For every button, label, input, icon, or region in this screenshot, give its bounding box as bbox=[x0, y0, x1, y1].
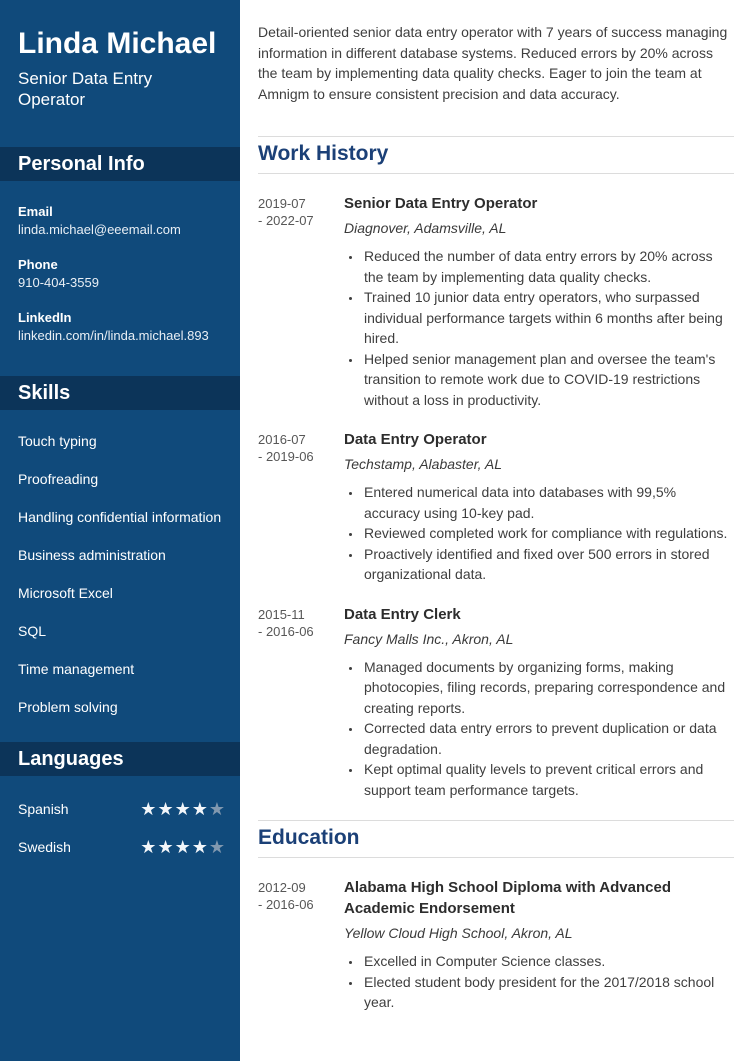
date-to: - 2016-06 bbox=[258, 897, 314, 912]
language-name: Swedish bbox=[18, 838, 71, 855]
bullet-item: • Reviewed completed work for compliance with regulations. bbox=[362, 523, 734, 544]
star-icon: ★ bbox=[140, 798, 158, 819]
star-icon: ★ bbox=[174, 836, 192, 857]
languages-section-title: Languages bbox=[18, 748, 124, 770]
date-to: - 2016-06 bbox=[258, 623, 314, 639]
star-icon: ★ bbox=[157, 836, 175, 857]
work-entry bbox=[258, 193, 734, 410]
school-name: Yellow Cloud High School, Akron, AL bbox=[344, 925, 573, 941]
date-to: - 2019-06 bbox=[258, 449, 314, 464]
skill-item: Touch typing bbox=[18, 433, 97, 449]
bullet-item: • Excelled in Computer Science classes. bbox=[362, 951, 734, 972]
star-icon: ★ bbox=[191, 798, 209, 819]
star-icon: ★ bbox=[157, 798, 175, 819]
identity-block bbox=[0, 0, 240, 110]
job-company: Fancy Malls Inc., Akron, AL bbox=[344, 630, 514, 647]
bullet-item: • Entered numerical data into databases with 99,5% accuracy using 10-key pad. bbox=[362, 482, 734, 523]
date-from: 2016-07 bbox=[258, 432, 306, 447]
bullet-item: • Managed documents by organizing forms, making photocopies, filing records, preparing correspondence and creating reports. bbox=[362, 657, 734, 719]
job-title: Data Entry Clerk bbox=[344, 605, 461, 623]
date-to: - 2022-07 bbox=[258, 213, 314, 228]
education-bullets bbox=[344, 951, 734, 1013]
candidate-role: Senior Data Entry Operator bbox=[18, 69, 153, 109]
entry-body bbox=[344, 877, 734, 1013]
email-value: linda.michael@eeemail.com bbox=[18, 222, 181, 237]
bullet-item: • Helped senior management plan and oversee the team's transition to remote work due to COVID-19 restrictions without a loss in productivity. bbox=[362, 349, 734, 411]
skills-section-header bbox=[0, 376, 240, 410]
entry-dates bbox=[258, 877, 344, 1013]
skill-item: Time management bbox=[18, 661, 135, 677]
contact-label: Email bbox=[18, 204, 53, 219]
contact-field-phone bbox=[0, 256, 240, 292]
language-row bbox=[0, 836, 240, 858]
job-company: Diagnover, Adamsville, AL bbox=[344, 220, 507, 236]
bullet-item: • Corrected data entry errors to prevent duplication or data degradation. bbox=[362, 718, 734, 759]
job-title: Senior Data Entry Operator bbox=[344, 195, 538, 212]
degree-title: Alabama High School Diploma with Advanced Academic Endorsement bbox=[344, 879, 671, 917]
personal-info-section-title: Personal Info bbox=[18, 153, 145, 175]
skills-list bbox=[0, 431, 240, 718]
education-entry bbox=[258, 877, 734, 1013]
work-entry bbox=[258, 429, 734, 585]
entry-body bbox=[344, 429, 734, 585]
star-icon: ★ bbox=[140, 836, 158, 857]
job-bullets bbox=[344, 657, 734, 801]
contact-label: LinkedIn bbox=[18, 310, 72, 325]
language-row bbox=[0, 798, 240, 820]
bullet-item: • Elected student body president for the 2017/2018 school year. bbox=[362, 972, 734, 1013]
star-icon: ★ bbox=[208, 836, 226, 857]
skill-item: Business administration bbox=[18, 547, 166, 563]
personal-info-section-header bbox=[0, 147, 240, 181]
bullet-item: • Proactively identified and fixed over 500 errors in stored organizational data. bbox=[362, 544, 734, 585]
skill-item: Microsoft Excel bbox=[18, 585, 113, 601]
entry-body bbox=[344, 604, 734, 801]
sidebar bbox=[0, 0, 240, 1061]
language-name: Spanish bbox=[18, 800, 69, 817]
job-company: Techstamp, Alabaster, AL bbox=[344, 456, 502, 472]
skill-item: SQL bbox=[18, 623, 47, 639]
skill-item: Handling confidential information bbox=[18, 509, 222, 525]
job-title: Data Entry Operator bbox=[344, 431, 487, 448]
date-from: 2012-09 bbox=[258, 880, 306, 895]
bullet-item: • Trained 10 junior data entry operators, who surpassed individual performance targets within 6 months after being hired. bbox=[362, 287, 734, 349]
job-bullets bbox=[344, 482, 734, 585]
main-column bbox=[240, 0, 750, 1061]
work-history-header bbox=[258, 136, 734, 174]
entry-dates bbox=[258, 429, 344, 585]
date-from: 2019-07 bbox=[258, 196, 306, 211]
professional-summary: Detail-oriented senior data entry operator with 7 years of success managing information in different database systems. Reduced errors by 20% across the team by implementing data quality checks. Eager to join the team at Amnigm to ensure consistent precision and data accuracy. bbox=[258, 24, 728, 102]
star-icon: ★ bbox=[208, 798, 226, 819]
education-title: Education bbox=[258, 826, 360, 849]
star-icon: ★ bbox=[174, 798, 192, 819]
contact-field-linkedin bbox=[0, 309, 240, 345]
entry-body bbox=[344, 193, 734, 410]
contact-fields bbox=[0, 203, 240, 345]
language-rating bbox=[140, 837, 226, 858]
linkedin-value: linkedin.com/in/linda.michael.893 bbox=[18, 328, 209, 343]
language-rating bbox=[140, 799, 226, 820]
skills-section-title: Skills bbox=[18, 382, 71, 404]
skill-item: Problem solving bbox=[18, 699, 118, 715]
phone-value: 910-404-3559 bbox=[18, 275, 99, 290]
candidate-name: Linda Michael bbox=[18, 27, 217, 60]
contact-field-email bbox=[0, 203, 240, 239]
contact-label: Phone bbox=[18, 257, 58, 272]
bullet-item: • Reduced the number of data entry errors by 20% across the team by implementing data quality checks. bbox=[362, 246, 734, 287]
entry-dates bbox=[258, 193, 344, 410]
star-icon: ★ bbox=[191, 836, 209, 857]
entry-dates bbox=[258, 604, 344, 801]
education-header bbox=[258, 820, 734, 858]
job-bullets bbox=[344, 246, 734, 410]
work-entry bbox=[258, 604, 734, 801]
skill-item: Proofreading bbox=[18, 471, 99, 487]
languages-list bbox=[0, 798, 240, 858]
date-from: 2015-11 bbox=[258, 606, 305, 622]
work-history-title: Work History bbox=[258, 142, 389, 165]
bullet-item: • Kept optimal quality levels to prevent critical errors and support team performance targets. bbox=[362, 759, 734, 800]
languages-section-header bbox=[0, 742, 240, 776]
